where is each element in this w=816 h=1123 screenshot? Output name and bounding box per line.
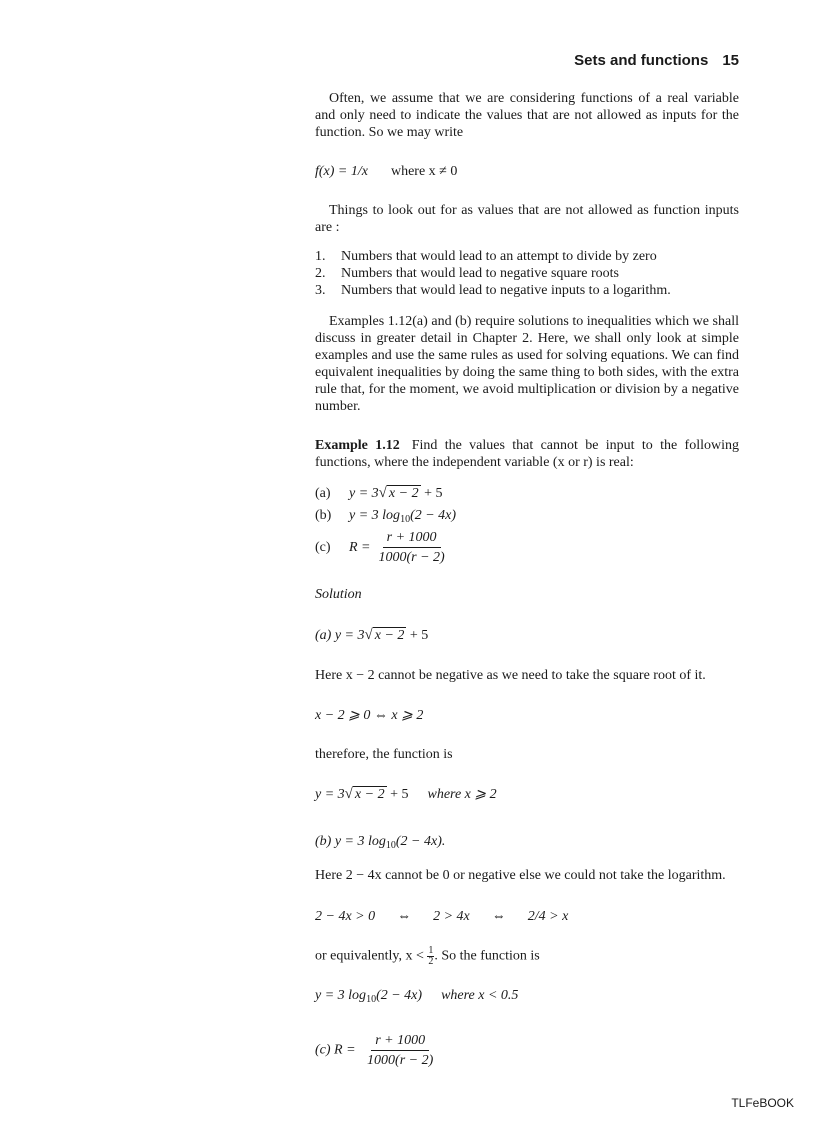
sol-b-equiv-post: . So the function is <box>434 948 540 964</box>
solution-b-final <box>315 987 739 1004</box>
list-item-text: Numbers that would lead to negative inputs to a logarithm. <box>341 283 671 298</box>
solution-a-text2 <box>315 746 739 763</box>
sol-a-explanation: Here x − 2 cannot be negative as we need to take the square root of it. <box>315 668 706 683</box>
restriction-list-item <box>315 248 739 265</box>
restriction-list-item <box>315 265 739 282</box>
list-item-text: Numbers that would lead to negative square roots <box>341 266 619 281</box>
sol-b-equiv-pre: or equivalently, x < <box>315 948 424 964</box>
item-a-label: (a) <box>315 485 331 501</box>
sol-a-final-tail: + 5 <box>390 787 409 802</box>
sol-a-radicand: x − 2 <box>374 628 405 643</box>
sol-c-lhs: (c) R = <box>315 1042 356 1058</box>
sol-b-explanation: Here 2 − 4x cannot be 0 or negative else we could not take the logarithm. <box>315 868 726 883</box>
solution-b-head <box>315 833 739 850</box>
example-text: Find the values that cannot be input to the following functions, where the independent variable (x or r) is real: <box>315 438 739 470</box>
half-numerator: 1 <box>428 945 434 956</box>
sol-c-numerator: r + 1000 <box>371 1032 429 1051</box>
equation-f-condition: where x ≠ 0 <box>390 164 458 179</box>
list-item-number: 2. <box>315 266 326 281</box>
equation-f <box>315 163 739 180</box>
list-item-text: Numbers that would lead to an attempt to divide by zero <box>341 249 657 264</box>
solution-a-text1 <box>315 667 739 684</box>
solution-c-head <box>315 1032 739 1069</box>
sol-c-denominator: 1000(r − 2) <box>367 1053 434 1068</box>
things-paragraph <box>315 202 739 236</box>
sol-b-final-expr: y = 3 log <box>315 988 367 1003</box>
item-a-tail: + 5 <box>424 485 443 501</box>
intro-paragraph <box>315 90 739 141</box>
example-item-a: (a) y = 3√ x − 2 + 5 <box>315 484 443 501</box>
item-c-fraction <box>375 529 449 566</box>
footer-watermark: TLFeBOOK <box>731 1096 794 1110</box>
sol-b-expr: (b) y = 3 log <box>315 834 386 849</box>
example-item-b <box>315 504 739 526</box>
list-item-number: 1. <box>315 249 326 264</box>
solution-a-final: y = 3√ x − 2 + 5 where x ⩾ 2 <box>315 786 497 802</box>
sol-b-subscript: 10 <box>385 840 396 851</box>
sol-b-final-subscript: 10 <box>366 994 377 1005</box>
item-b-label: (b) <box>315 507 332 523</box>
sol-a-final-lhs: y = 3 <box>315 787 345 802</box>
item-c-denominator: 1000(r − 2) <box>378 549 445 565</box>
item-c-label: (c) <box>315 539 331 555</box>
item-c-lhs: R = <box>349 539 371 555</box>
sol-b-final-tail: (2 − 4x) <box>376 988 423 1003</box>
sol-a-lhs: (a) y = 3 <box>315 628 365 643</box>
sol-a-final-radicand: x − 2 <box>354 787 385 802</box>
sol-b-ineq2: 2 > 4x <box>433 909 470 924</box>
sol-c-fraction <box>363 1032 437 1069</box>
equation-f-expr: f(x) = 1/x <box>315 164 368 179</box>
things-text: Things to look out for as values that are not allowed as function inputs are : <box>315 203 739 235</box>
header-title: Sets and functions <box>574 52 709 69</box>
restriction-list-item <box>315 282 739 299</box>
solution-a-head: (a) y = 3√ x − 2 + 5 <box>315 627 429 643</box>
sol-a-tail: + 5 <box>409 628 429 643</box>
inequalities-text: Examples 1.12(a) and (b) require solutions to inequalities which we shall discuss in greater detail in Chapter 2. Here, we shall only look at simple examples and use the same rules as used for solving equations. We can find equivalent inequalities by doing the same thing to both sides, with the extra rule that, for the moment, we avoid multiplication or division by a negative number. <box>315 314 739 414</box>
sol-a-inequality-expr: x − 2 ⩾ 0 ⇔ x ⩾ 2 <box>315 708 424 723</box>
solution-b-inequalities <box>315 908 739 925</box>
solution-b-text1 <box>315 867 739 884</box>
item-b-subscript: 10 <box>400 513 411 525</box>
item-a-lhs: y = 3 <box>349 485 379 501</box>
restriction-list <box>315 248 739 299</box>
sol-b-iff1: ⇔ <box>397 909 412 924</box>
running-header <box>315 52 739 69</box>
example-block <box>315 437 739 471</box>
intro-text: Often, we assume that we are considering functions of a real variable and only need to indicate the values that are not allowed as inputs for the function. So we may write <box>315 91 739 140</box>
sol-a-final-condition: where x ⩾ 2 <box>427 787 497 802</box>
page-number: 15 <box>722 52 739 69</box>
solution-a-inequality <box>315 707 739 724</box>
inequalities-paragraph <box>315 313 739 415</box>
sol-b-iff2: ⇔ <box>491 909 506 924</box>
sol-b-final-condition: where x < 0.5 <box>441 988 519 1003</box>
item-c-numerator: r + 1000 <box>383 529 441 548</box>
solution-b-text2 <box>315 946 739 967</box>
sol-b-ineq3: 2/4 > x <box>527 909 569 924</box>
half-denominator: 2 <box>428 956 434 967</box>
list-item-number: 3. <box>315 283 326 298</box>
sol-b-ineq1: 2 − 4x > 0 <box>315 909 376 924</box>
item-b-tail: (2 − 4x) <box>410 507 457 523</box>
example-label: Example 1.12 <box>315 438 400 453</box>
item-a-radicand: x − 2 <box>388 485 419 501</box>
example-items <box>315 482 739 568</box>
sol-a-therefore: therefore, the function is <box>315 747 453 762</box>
item-b-expr: y = 3 log <box>349 507 401 523</box>
example-item-c <box>315 526 739 568</box>
solution-heading-text: Solution <box>315 587 362 602</box>
sol-b-tail: (2 − 4x). <box>395 834 446 849</box>
solution-heading <box>315 586 739 603</box>
